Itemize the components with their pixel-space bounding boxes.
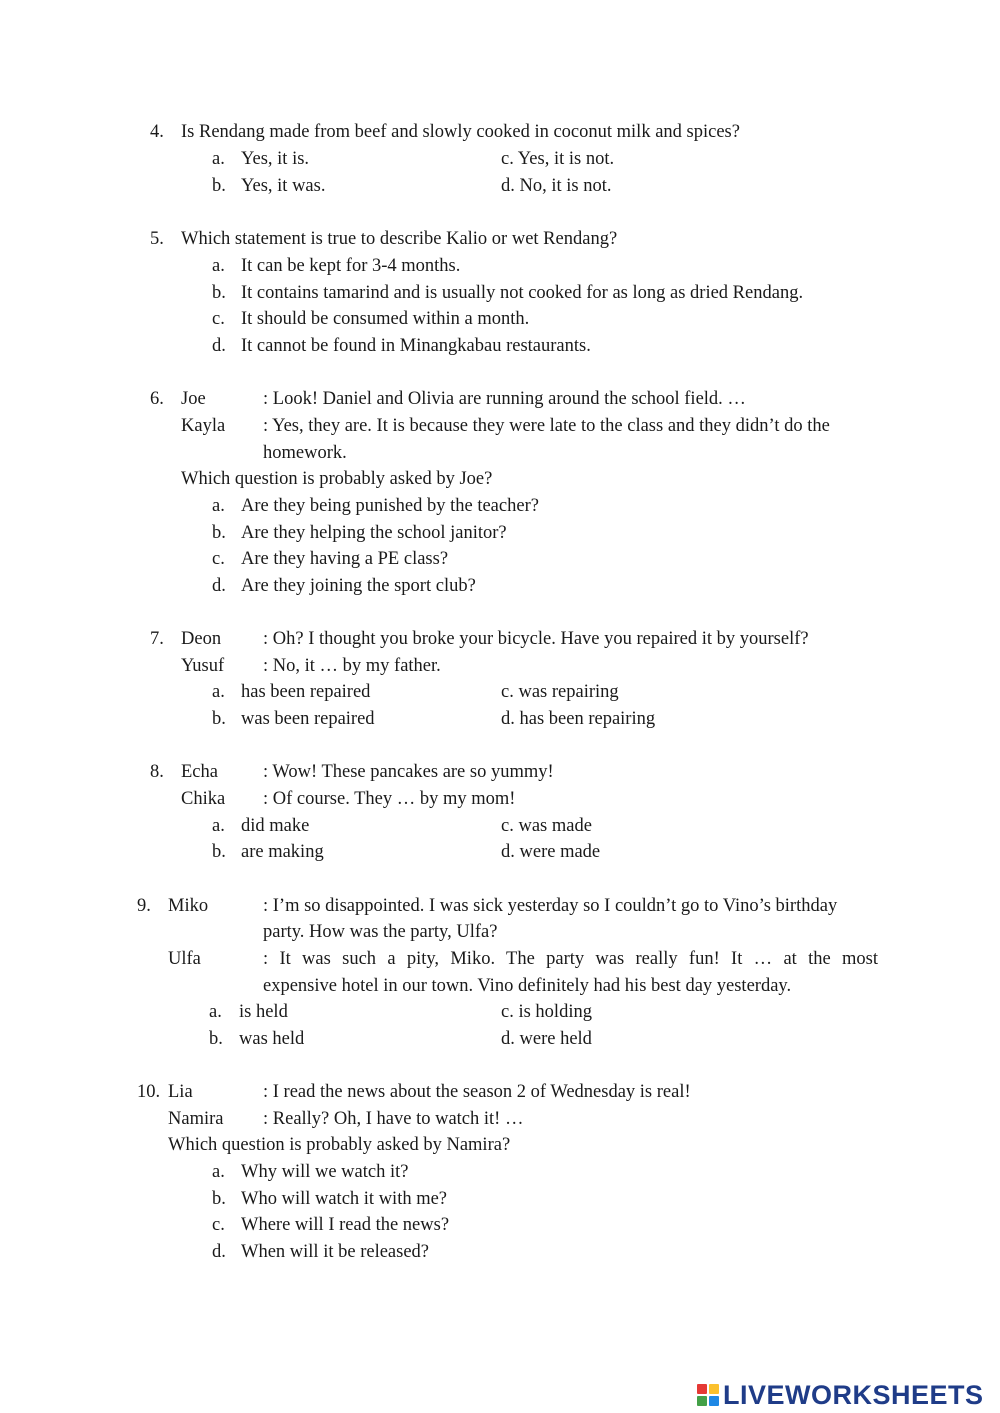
q7-option-b[interactable]: was been repaired	[241, 709, 375, 729]
q6-option-d[interactable]: Are they joining the sport club?	[241, 576, 476, 596]
q8-option-a-letter: a.	[212, 816, 225, 836]
q6-dialogue-1: : Look! Daniel and Olivia are running around the school field. …	[263, 389, 746, 409]
question-4-number: 4.	[150, 122, 164, 142]
q9-dialogue-2-cont: expensive hotel in our town. Vino definitely had his best day yesterday.	[263, 976, 792, 996]
q8-dialogue-1: : Wow! These pancakes are so yummy!	[263, 762, 554, 782]
q7-speaker-2: Yusuf	[181, 656, 225, 676]
q9-option-c[interactable]: c. is holding	[501, 1002, 592, 1022]
q6-option-a[interactable]: Are they being punished by the teacher?	[241, 496, 539, 516]
q5-option-d-letter: d.	[212, 336, 226, 356]
q7-dialogue-2: : No, it … by my father.	[263, 656, 441, 676]
question-5-stem: Which statement is true to describe Kalio or wet Rendang?	[181, 229, 618, 249]
q4-option-c[interactable]: c. Yes, it is not.	[501, 149, 615, 169]
logo-square	[709, 1396, 719, 1406]
q8-option-b[interactable]: are making	[241, 842, 324, 862]
q8-dialogue-2: : Of course. They … by my mom!	[263, 789, 516, 809]
q5-option-d[interactable]: It cannot be found in Minangkabau restaurants.	[241, 336, 591, 356]
q6-prompt: Which question is probably asked by Joe?	[181, 469, 493, 489]
q6-dialogue-2-cont: homework.	[263, 443, 347, 463]
q9-dialogue-2: : It was such a pity, Miko. The party was really fun! It … at the most	[263, 949, 878, 969]
q10-prompt: Which question is probably asked by Namira?	[168, 1135, 511, 1155]
q10-option-a[interactable]: Why will we watch it?	[241, 1162, 409, 1182]
q9-option-d[interactable]: d. were held	[501, 1029, 592, 1049]
q6-option-c[interactable]: Are they having a PE class?	[241, 549, 449, 569]
q8-option-d[interactable]: d. were made	[501, 842, 601, 862]
liveworksheets-logo	[697, 1380, 984, 1410]
question-8-number: 8.	[150, 762, 164, 782]
q10-option-d-letter: d.	[212, 1242, 226, 1262]
q4-option-d[interactable]: d. No, it is not.	[501, 176, 612, 196]
question-6-number: 6.	[150, 389, 164, 409]
q7-dialogue-1: : Oh? I thought you broke your bicycle. Have you repaired it by yourself?	[263, 629, 809, 649]
q8-speaker-1: Echa	[181, 762, 218, 782]
q5-option-a-letter: a.	[212, 256, 225, 276]
liveworksheets-logo-text: LIVEWORKSHEETS	[723, 1379, 984, 1410]
question-10-number: 10.	[137, 1082, 161, 1102]
question-9-number: 9.	[137, 896, 151, 916]
q6-option-a-letter: a.	[212, 496, 225, 516]
q4-option-b[interactable]: Yes, it was.	[241, 176, 326, 196]
logo-square	[709, 1384, 719, 1394]
q10-dialogue-1: : I read the news about the season 2 of Wednesday is real!	[263, 1082, 691, 1102]
question-4-stem: Is Rendang made from beef and slowly cooked in coconut milk and spices?	[181, 122, 740, 142]
q5-option-a[interactable]: It can be kept for 3-4 months.	[241, 256, 461, 276]
question-7-number: 7.	[150, 629, 164, 649]
q10-option-b[interactable]: Who will watch it with me?	[241, 1189, 448, 1209]
logo-square	[697, 1384, 707, 1394]
q6-option-d-letter: d.	[212, 576, 226, 596]
q9-speaker-1: Miko	[168, 896, 209, 916]
q6-speaker-1: Joe	[181, 389, 206, 409]
q6-speaker-2: Kayla	[181, 416, 226, 436]
q6-dialogue-2: : Yes, they are. It is because they were late to the class and they didn’t do the	[263, 416, 830, 436]
q6-option-b-letter: b.	[212, 523, 226, 543]
q4-option-a-letter: a.	[212, 149, 225, 169]
q9-option-b-letter: b.	[209, 1029, 223, 1049]
q8-option-c[interactable]: c. was made	[501, 816, 592, 836]
q5-option-b-letter: b.	[212, 283, 226, 303]
liveworksheets-logo-icon	[697, 1384, 719, 1406]
q7-option-d[interactable]: d. has been repairing	[501, 709, 656, 729]
q8-option-a[interactable]: did make	[241, 816, 310, 836]
q4-option-b-letter: b.	[212, 176, 226, 196]
q7-speaker-1: Deon	[181, 629, 222, 649]
q9-dialogue-1: : I’m so disappointed. I was sick yesterday so I couldn’t go to Vino’s birthday	[263, 896, 838, 916]
q5-option-b[interactable]: It contains tamarind and is usually not cooked for as long as dried Rendang.	[241, 283, 804, 303]
logo-square	[697, 1396, 707, 1406]
q7-option-a-letter: a.	[212, 682, 225, 702]
q8-speaker-2: Chika	[181, 789, 226, 809]
q5-option-c[interactable]: It should be consumed within a month.	[241, 309, 530, 329]
q6-option-b[interactable]: Are they helping the school janitor?	[241, 523, 507, 543]
q10-option-d[interactable]: When will it be released?	[241, 1242, 429, 1262]
question-5-number: 5.	[150, 229, 164, 249]
q9-dialogue-1-cont: party. How was the party, Ulfa?	[263, 922, 498, 942]
q10-dialogue-2: : Really? Oh, I have to watch it! …	[263, 1109, 524, 1129]
q10-speaker-1: Lia	[168, 1082, 193, 1102]
q9-option-a[interactable]: is held	[239, 1002, 288, 1022]
q10-speaker-2: Namira	[168, 1109, 224, 1129]
q7-option-a[interactable]: has been repaired	[241, 682, 371, 702]
q10-option-a-letter: a.	[212, 1162, 225, 1182]
q10-option-c-letter: c.	[212, 1215, 225, 1235]
q8-option-b-letter: b.	[212, 842, 226, 862]
q9-speaker-2: Ulfa	[168, 949, 201, 969]
q4-option-a[interactable]: Yes, it is.	[241, 149, 310, 169]
q5-option-c-letter: c.	[212, 309, 225, 329]
q7-option-c[interactable]: c. was repairing	[501, 682, 619, 702]
q9-option-a-letter: a.	[209, 1002, 222, 1022]
q10-option-c[interactable]: Where will I read the news?	[241, 1215, 450, 1235]
q9-option-b[interactable]: was held	[239, 1029, 305, 1049]
q10-option-b-letter: b.	[212, 1189, 226, 1209]
q7-option-b-letter: b.	[212, 709, 226, 729]
q6-option-c-letter: c.	[212, 549, 225, 569]
